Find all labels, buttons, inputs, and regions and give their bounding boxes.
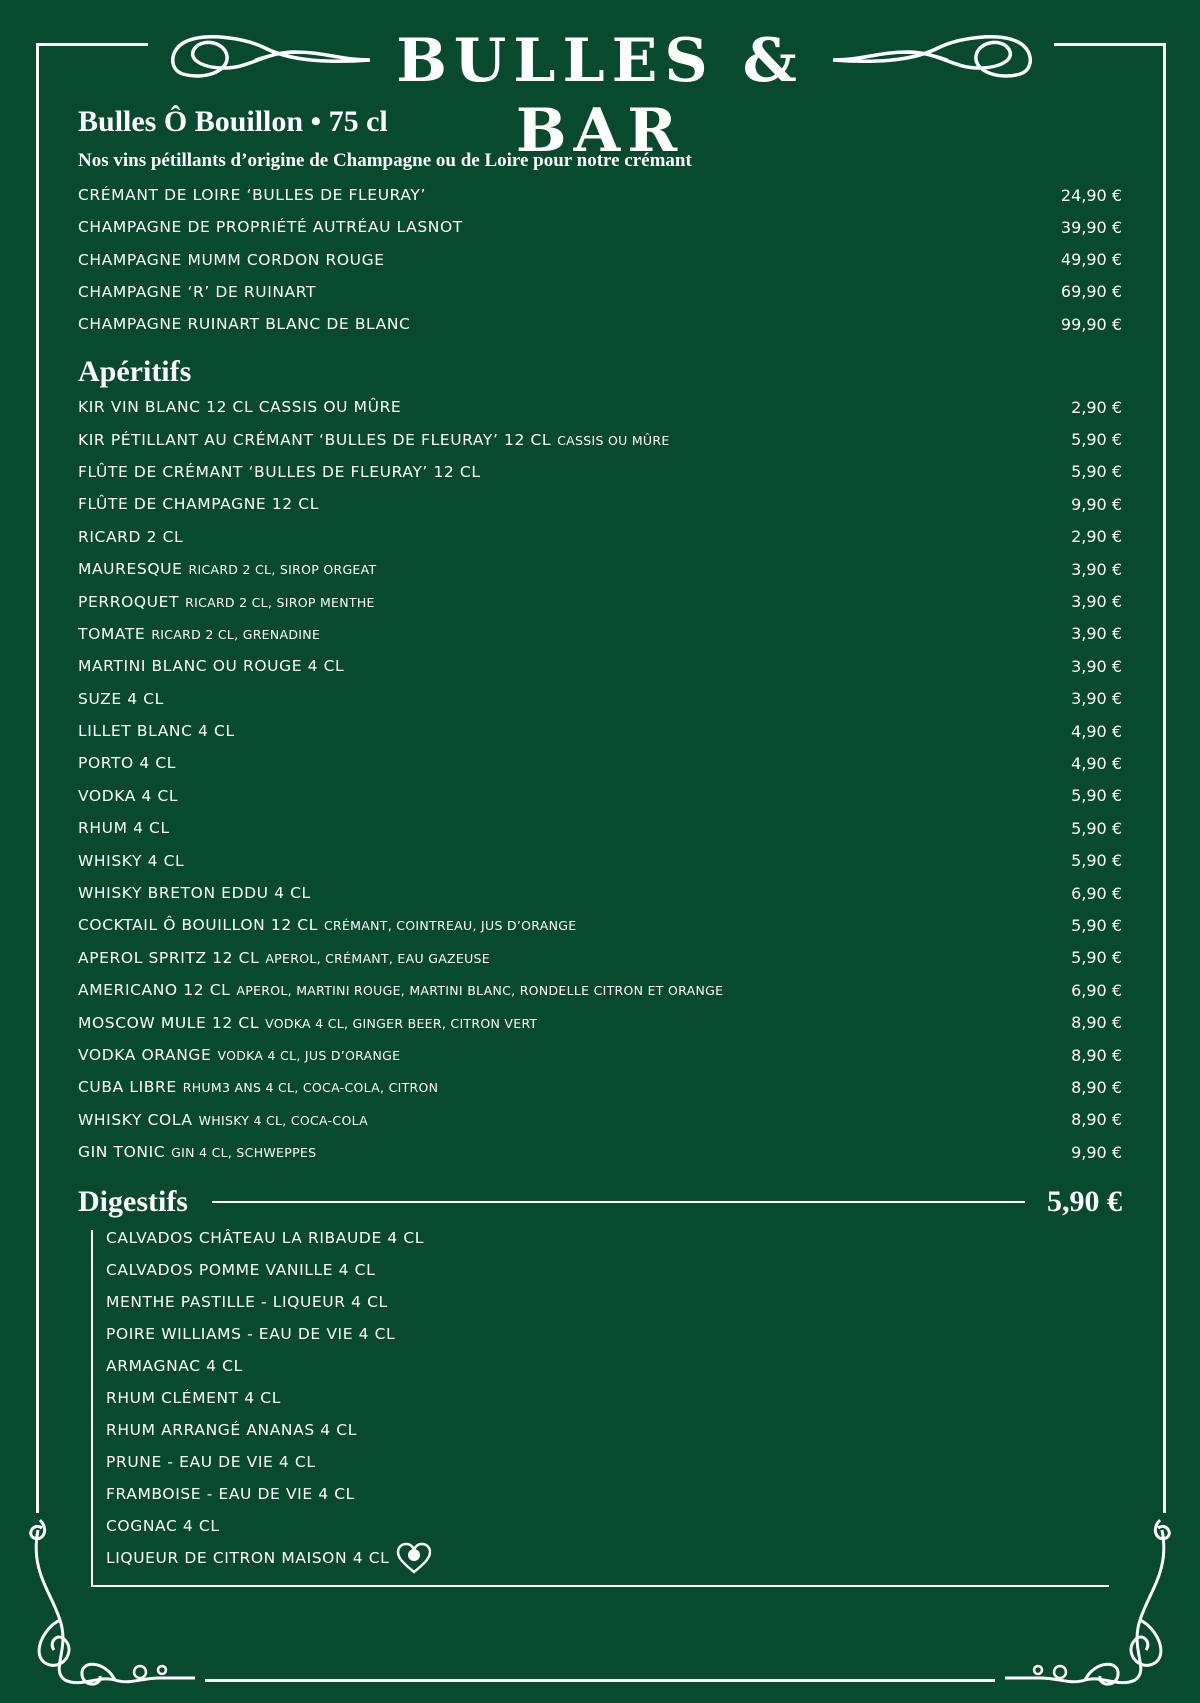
digestifs-item bbox=[106, 1478, 433, 1510]
aperitifs-item-label bbox=[78, 949, 490, 967]
digestifs-price: 5,90 € bbox=[1047, 1185, 1122, 1218]
digestifs-item-name: LIQUEUR DE CITRON MAISON 4 CL bbox=[106, 1549, 390, 1567]
aperitifs-item-name: WHISKY 4 CL bbox=[78, 851, 185, 870]
aperitifs-item-name: WHISKY BRETON EDDU 4 CL bbox=[78, 884, 311, 903]
aperitifs-item bbox=[78, 423, 1122, 455]
aperitifs-item-price: 3,90 € bbox=[1071, 592, 1122, 612]
aperitifs-item-label bbox=[78, 593, 375, 611]
aperitifs-item bbox=[78, 715, 1122, 747]
aperitifs-item-note: WHISKY 4 CL, COCA-COLA bbox=[198, 1112, 368, 1128]
aperitifs-item-price: 5,90 € bbox=[1071, 786, 1122, 806]
digestifs-item-name: PRUNE - EAU DE VIE 4 CL bbox=[106, 1453, 316, 1471]
aperitifs-item-price: 2,90 € bbox=[1071, 397, 1122, 417]
aperitifs-item-name: WHISKY COLA bbox=[78, 1110, 193, 1129]
aperitifs-item bbox=[78, 844, 1122, 876]
aperitifs-item-name: PERROQUET bbox=[78, 592, 180, 611]
aperitifs-item-name: MARTINI BLANC OU ROUGE 4 CL bbox=[78, 657, 345, 676]
digestifs-item bbox=[106, 1318, 433, 1350]
aperitifs-item-price: 5,90 € bbox=[1071, 818, 1122, 838]
aperitifs-item-label bbox=[78, 657, 344, 675]
aperitifs-item-label bbox=[78, 754, 176, 772]
bulles-item-label bbox=[78, 251, 385, 269]
aperitifs-item-label bbox=[78, 1078, 438, 1096]
bulles-title: Bulles Ô Bouillon • 75 cl bbox=[78, 105, 388, 138]
bulles-item-price: 99,90 € bbox=[1060, 314, 1122, 334]
aperitifs-item-price: 5,90 € bbox=[1071, 462, 1122, 482]
aperitifs-item-note: RICARD 2 CL, SIROP ORGEAT bbox=[188, 562, 377, 578]
aperitifs-item-label bbox=[78, 722, 235, 740]
aperitifs-item-label bbox=[78, 1046, 400, 1064]
aperitifs-item-label bbox=[78, 916, 576, 934]
aperitifs-item-price: 9,90 € bbox=[1071, 494, 1122, 514]
aperitifs-item-price: 4,90 € bbox=[1071, 721, 1122, 741]
aperitifs-item-note: RHUM3 ANS 4 CL, COCA-COLA, CITRON bbox=[182, 1080, 439, 1096]
aperitifs-item-price: 8,90 € bbox=[1071, 1013, 1122, 1033]
aperitifs-item-note: VODKA 4 CL, JUS D’ORANGE bbox=[217, 1048, 401, 1063]
bulles-subtitle: Nos vins pétillants d’origine de Champagne ou de Loire pour notre crémant bbox=[78, 150, 692, 171]
digestifs-item-name: COGNAC 4 CL bbox=[106, 1517, 220, 1535]
aperitifs-title: Apéritifs bbox=[78, 355, 192, 388]
frame-right bbox=[1163, 43, 1166, 1513]
aperitifs-item-label bbox=[78, 1111, 368, 1129]
aperitifs-item bbox=[78, 1104, 1122, 1136]
aperitifs-item-price: 3,90 € bbox=[1071, 624, 1122, 644]
aperitifs-item-label bbox=[78, 1143, 316, 1161]
aperitifs-item-name: RHUM 4 CL bbox=[78, 819, 170, 838]
bulles-item-label bbox=[78, 218, 463, 236]
aperitifs-item-price: 3,90 € bbox=[1071, 559, 1122, 579]
bulles-list bbox=[78, 179, 1122, 340]
digestifs-item-name: FRAMBOISE - EAU DE VIE 4 CL bbox=[106, 1485, 355, 1503]
bulles-item-name: CHAMPAGNE MUMM CORDON ROUGE bbox=[78, 250, 385, 269]
aperitifs-item bbox=[78, 1039, 1122, 1071]
aperitifs-item-name: VODKA ORANGE bbox=[78, 1046, 212, 1064]
bulles-item bbox=[78, 244, 1122, 276]
bulles-item-price: 24,90 € bbox=[1060, 185, 1122, 205]
digestifs-item-name: RHUM ARRANGÉ ANANAS 4 CL bbox=[106, 1421, 357, 1439]
digestifs-item bbox=[106, 1222, 433, 1254]
aperitifs-item-name: CUBA LIBRE bbox=[78, 1078, 177, 1097]
aperitifs-item-note: CASSIS OU MÛRE bbox=[557, 432, 670, 448]
aperitifs-item-note: APEROL, MARTINI ROUGE, MARTINI BLANC, RONDELLE CITRON ET ORANGE bbox=[236, 983, 724, 999]
aperitifs-item bbox=[78, 812, 1122, 844]
corner-flourish-left-icon bbox=[20, 1510, 200, 1690]
aperitifs-item-label bbox=[78, 398, 401, 416]
digestifs-item-name: RHUM CLÉMENT 4 CL bbox=[106, 1389, 281, 1407]
digestifs-header bbox=[78, 1184, 1122, 1220]
aperitifs-item-note: RICARD 2 CL, GRENADINE bbox=[151, 626, 321, 642]
aperitifs-item-name: VODKA 4 CL bbox=[78, 786, 179, 805]
aperitifs-item-note: GIN 4 CL, SCHWEPPES bbox=[171, 1145, 317, 1161]
aperitifs-item bbox=[78, 521, 1122, 553]
aperitifs-item-label bbox=[78, 981, 723, 999]
aperitifs-item-note: VODKA 4 CL, GINGER BEER, CITRON VERT bbox=[265, 1015, 538, 1031]
bulles-item bbox=[78, 308, 1122, 340]
aperitifs-item-price: 5,90 € bbox=[1071, 915, 1122, 935]
aperitifs-item-price: 8,90 € bbox=[1071, 1045, 1122, 1065]
digestifs-item bbox=[106, 1350, 433, 1382]
bulles-item bbox=[78, 179, 1122, 211]
aperitifs-item bbox=[78, 1071, 1122, 1103]
frame-bottom bbox=[205, 1679, 995, 1682]
aperitifs-item bbox=[78, 1006, 1122, 1038]
aperitifs-item bbox=[78, 456, 1122, 488]
title-flourish-right-icon bbox=[828, 30, 1038, 88]
aperitifs-item-name: AMERICANO 12 CL bbox=[78, 981, 231, 1000]
aperitifs-item-name: KIR PÉTILLANT AU CRÉMANT ‘BULLES DE FLEURAY’ 12 CL bbox=[78, 430, 552, 449]
aperitifs-item-note: RICARD 2 CL, SIROP MENTHE bbox=[185, 594, 375, 610]
digestifs-item bbox=[106, 1286, 433, 1318]
aperitifs-item-price: 3,90 € bbox=[1071, 656, 1122, 676]
aperitifs-item-label bbox=[78, 787, 178, 805]
aperitifs-item-name: FLÛTE DE CHAMPAGNE 12 CL bbox=[78, 495, 319, 514]
digestifs-item bbox=[106, 1446, 433, 1478]
digestifs-title: Digestifs bbox=[78, 1185, 188, 1218]
aperitifs-item-label bbox=[78, 625, 320, 643]
aperitifs-item-name: SUZE 4 CL bbox=[78, 689, 164, 708]
frame-top-right bbox=[1054, 43, 1166, 46]
aperitifs-item-note: CRÉMANT, COINTREAU, JUS D’ORANGE bbox=[323, 918, 577, 934]
aperitifs-item-name: LILLET BLANC 4 CL bbox=[78, 722, 235, 741]
bulles-item bbox=[78, 276, 1122, 308]
bulles-item-label bbox=[78, 315, 410, 333]
aperitifs-item-price: 8,90 € bbox=[1071, 1077, 1122, 1097]
aperitifs-item bbox=[78, 909, 1122, 941]
aperitifs-item bbox=[78, 553, 1122, 585]
aperitifs-item bbox=[78, 1136, 1122, 1168]
frame-top-left bbox=[36, 43, 148, 46]
aperitifs-item-label bbox=[78, 690, 164, 708]
aperitifs-item bbox=[78, 618, 1122, 650]
corner-flourish-right-icon bbox=[1000, 1510, 1180, 1690]
aperitifs-item bbox=[78, 747, 1122, 779]
bulles-item-name: CRÉMANT DE LOIRE ‘BULLES DE FLEURAY’ bbox=[78, 186, 426, 205]
page-title: BULLES & BAR bbox=[396, 26, 804, 166]
bulles-item-price: 39,90 € bbox=[1060, 217, 1122, 237]
aperitifs-item-price: 6,90 € bbox=[1071, 883, 1122, 903]
aperitifs-item-price: 4,90 € bbox=[1071, 753, 1122, 773]
aperitifs-item-label bbox=[78, 852, 184, 870]
aperitifs-item bbox=[78, 877, 1122, 909]
aperitifs-item-price: 5,90 € bbox=[1071, 948, 1122, 968]
digestifs-item-name: POIRE WILLIAMS - EAU DE VIE 4 CL bbox=[106, 1325, 396, 1343]
aperitifs-item-price: 6,90 € bbox=[1071, 980, 1122, 1000]
aperitifs-item bbox=[78, 974, 1122, 1006]
aperitifs-item bbox=[78, 683, 1122, 715]
digestifs-item bbox=[106, 1382, 433, 1414]
digestifs-item-name: ARMAGNAC 4 CL bbox=[106, 1357, 243, 1375]
aperitifs-item-name: FLÛTE DE CRÉMANT ‘BULLES DE FLEURAY’ 12 CL bbox=[78, 462, 481, 481]
bulles-item-price: 69,90 € bbox=[1060, 282, 1122, 302]
digestifs-item bbox=[106, 1414, 433, 1446]
bulles-item-name: CHAMPAGNE ‘R’ DE RUINART bbox=[78, 282, 317, 301]
digestifs-bracket-bottom bbox=[91, 1585, 1109, 1587]
title-flourish-left-icon bbox=[165, 30, 375, 88]
aperitifs-item-price: 8,90 € bbox=[1071, 1110, 1122, 1130]
aperitifs-item-price: 5,90 € bbox=[1071, 851, 1122, 871]
aperitifs-item-label bbox=[78, 819, 170, 837]
aperitifs-item-label bbox=[78, 495, 319, 513]
digestifs-item bbox=[106, 1254, 433, 1286]
aperitifs-item bbox=[78, 488, 1122, 520]
aperitifs-item-note: APEROL, CRÉMANT, EAU GAZEUSE bbox=[265, 950, 490, 966]
aperitifs-list bbox=[78, 391, 1122, 1168]
bulles-item-label bbox=[78, 283, 316, 301]
bulles-item-label bbox=[78, 186, 426, 204]
aperitifs-item bbox=[78, 585, 1122, 617]
aperitifs-item-name: MAURESQUE bbox=[78, 560, 183, 579]
aperitifs-item-price: 2,90 € bbox=[1071, 527, 1122, 547]
aperitifs-item-price: 3,90 € bbox=[1071, 689, 1122, 709]
aperitifs-item-label bbox=[78, 884, 311, 902]
aperitifs-item-label bbox=[78, 431, 670, 449]
aperitifs-item-price: 9,90 € bbox=[1071, 1142, 1122, 1162]
bulles-item-price: 49,90 € bbox=[1060, 250, 1122, 270]
digestifs-item-name: CALVADOS CHÂTEAU LA RIBAUDE 4 CL bbox=[106, 1229, 425, 1247]
aperitifs-item-name: KIR VIN BLANC 12 CL CASSIS OU MÛRE bbox=[78, 398, 402, 417]
aperitifs-item-label bbox=[78, 560, 376, 578]
aperitifs-item bbox=[78, 780, 1122, 812]
aperitifs-item-name: GIN TONIC bbox=[78, 1143, 166, 1162]
aperitifs-item-label bbox=[78, 463, 481, 481]
aperitifs-item-price: 5,90 € bbox=[1071, 430, 1122, 450]
aperitifs-item bbox=[78, 391, 1122, 423]
aperitifs-item-name: COCKTAIL Ô BOUILLON 12 CL bbox=[78, 916, 318, 935]
aperitifs-item-name: RICARD 2 CL bbox=[78, 527, 184, 546]
aperitifs-item-name: TOMATE bbox=[78, 624, 146, 643]
homemade-heart-icon bbox=[395, 1541, 433, 1575]
digestifs-item-name: CALVADOS POMME VANILLE 4 CL bbox=[106, 1261, 376, 1279]
aperitifs-item-label bbox=[78, 528, 183, 546]
bulles-item-name: CHAMPAGNE RUINART BLANC DE BLANC bbox=[78, 315, 411, 334]
digestifs-item-name: MENTHE PASTILLE - LIQUEUR 4 CL bbox=[106, 1293, 388, 1311]
aperitifs-item-name: APEROL SPRITZ 12 CL bbox=[78, 948, 260, 967]
aperitifs-item-name: PORTO 4 CL bbox=[78, 754, 177, 773]
bulles-item bbox=[78, 211, 1122, 243]
frame-left bbox=[36, 43, 39, 1513]
bulles-item-name: CHAMPAGNE DE PROPRIÉTÉ AUTRÉAU LASNOT bbox=[78, 218, 463, 237]
aperitifs-item-label bbox=[78, 1014, 537, 1032]
aperitifs-item bbox=[78, 650, 1122, 682]
aperitifs-item bbox=[78, 942, 1122, 974]
digestifs-divider bbox=[212, 1201, 1025, 1203]
aperitifs-item-name: MOSCOW MULE 12 CL bbox=[78, 1013, 260, 1032]
